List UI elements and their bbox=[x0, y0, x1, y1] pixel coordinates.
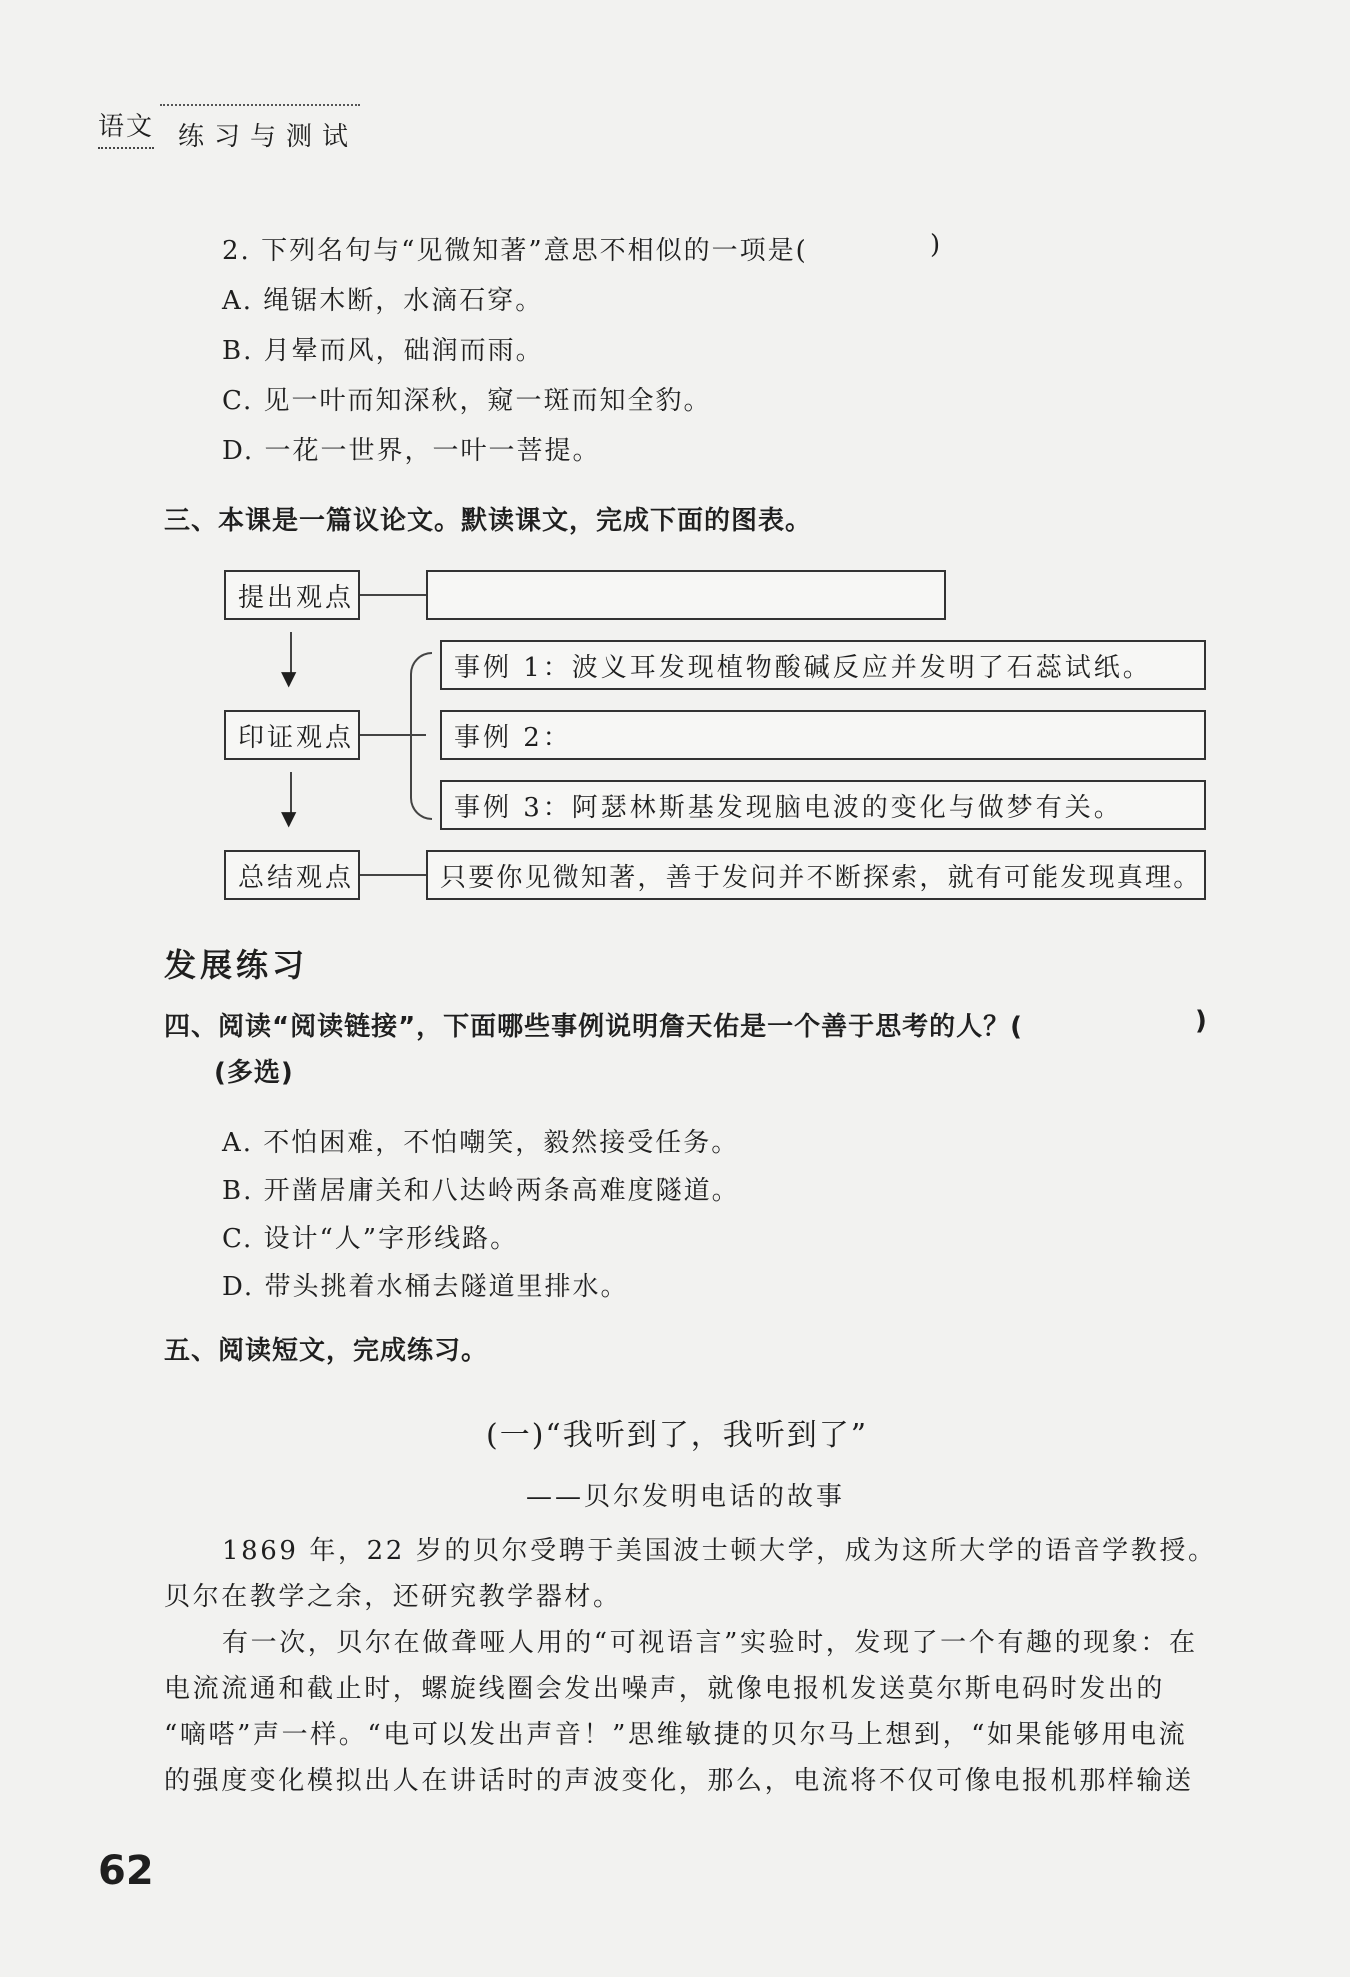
passage-line: 1869 年，22 岁的贝尔受聘于美国波士顿大学，成为这所大学的语音学教授。 bbox=[222, 1536, 1217, 1566]
answer-box-viewpoint bbox=[426, 570, 946, 620]
q2-option-c: C. 见一叶而知深秋，窥一斑而知全豹。 bbox=[222, 386, 712, 416]
q2-stem: 2. 下列名句与“见微知著”意思不相似的一项是( bbox=[222, 236, 808, 266]
summary-box: 只要你见微知著，善于发问并不断探索，就有可能发现真理。 bbox=[426, 850, 1206, 900]
section-heading: 发展练习 bbox=[164, 946, 309, 984]
example-box-1: 事例 1：波义耳发现植物酸碱反应并发明了石蕊试纸。 bbox=[440, 640, 1206, 690]
passage-line: 的强度变化模拟出人在讲话时的声波变化，那么，电流将不仅可像电报机那样输送 bbox=[164, 1766, 1194, 1796]
q5-stem: 五、阅读短文，完成练习。 bbox=[164, 1336, 489, 1366]
node-verify-viewpoint: 印证观点 bbox=[224, 710, 360, 760]
q2-option-a: A. 绳锯木断，水滴石穿。 bbox=[222, 286, 544, 316]
header-dotted-rule bbox=[160, 104, 360, 106]
arrow-down-icon: ▼ bbox=[281, 806, 297, 830]
q4-option-c: C. 设计“人”字形线路。 bbox=[222, 1224, 519, 1254]
header-subject: 语文 bbox=[98, 106, 154, 149]
q4-option-b: B. 开凿居庸关和八达岭两条高难度隧道。 bbox=[222, 1176, 740, 1206]
passage-title: (一)“我听到了，我听到了” bbox=[486, 1418, 869, 1453]
page-number: 62 bbox=[98, 1848, 154, 1894]
passage-line: 有一次，贝尔在做聋哑人用的“可视语言”实验时，发现了一个有趣的现象：在 bbox=[222, 1628, 1198, 1658]
q4-note: (多选) bbox=[214, 1058, 294, 1088]
example-box-3: 事例 3：阿瑟林斯基发现脑电波的变化与做梦有关。 bbox=[440, 780, 1206, 830]
node-propose-viewpoint: 提出观点 bbox=[224, 570, 360, 620]
header-book-title: 练习与测试 bbox=[178, 122, 359, 152]
q2-option-b: B. 月晕而风，础润而雨。 bbox=[222, 336, 544, 366]
node-summarize-viewpoint: 总结观点 bbox=[224, 850, 360, 900]
q4-stem: 四、阅读“阅读链接”，下面哪些事例说明詹天佑是一个善于思考的人？( bbox=[164, 1012, 1024, 1042]
passage-line: “嘀嗒”声一样。“电可以发出声音！”思维敏捷的贝尔马上想到，“如果能够用电流 bbox=[164, 1720, 1188, 1750]
q4-answer-close: ) bbox=[1195, 1006, 1208, 1036]
brace-bracket bbox=[410, 652, 432, 820]
example-box-2: 事例 2： bbox=[440, 710, 1206, 760]
connector-line bbox=[360, 594, 426, 596]
q4-option-d: D. 带头挑着水桶去隧道里排水。 bbox=[222, 1272, 629, 1302]
passage-subtitle: ——贝尔发明电话的故事 bbox=[526, 1482, 846, 1512]
arrow-down-icon: ▼ bbox=[281, 666, 297, 690]
q4-option-a: A. 不怕困难，不怕嘲笑，毅然接受任务。 bbox=[222, 1128, 740, 1158]
q3-stem: 三、本课是一篇议论文。默读课文，完成下面的图表。 bbox=[164, 506, 813, 536]
q2-option-d: D. 一花一世界，一叶一菩提。 bbox=[222, 436, 601, 466]
passage-line: 电流流通和截止时，螺旋线圈会发出噪声，就像电报机发送莫尔斯电码时发出的 bbox=[164, 1674, 1166, 1704]
q2-answer-close: ) bbox=[930, 230, 943, 260]
passage-line: 贝尔在教学之余，还研究教学器材。 bbox=[164, 1582, 622, 1612]
connector-line bbox=[360, 874, 426, 876]
